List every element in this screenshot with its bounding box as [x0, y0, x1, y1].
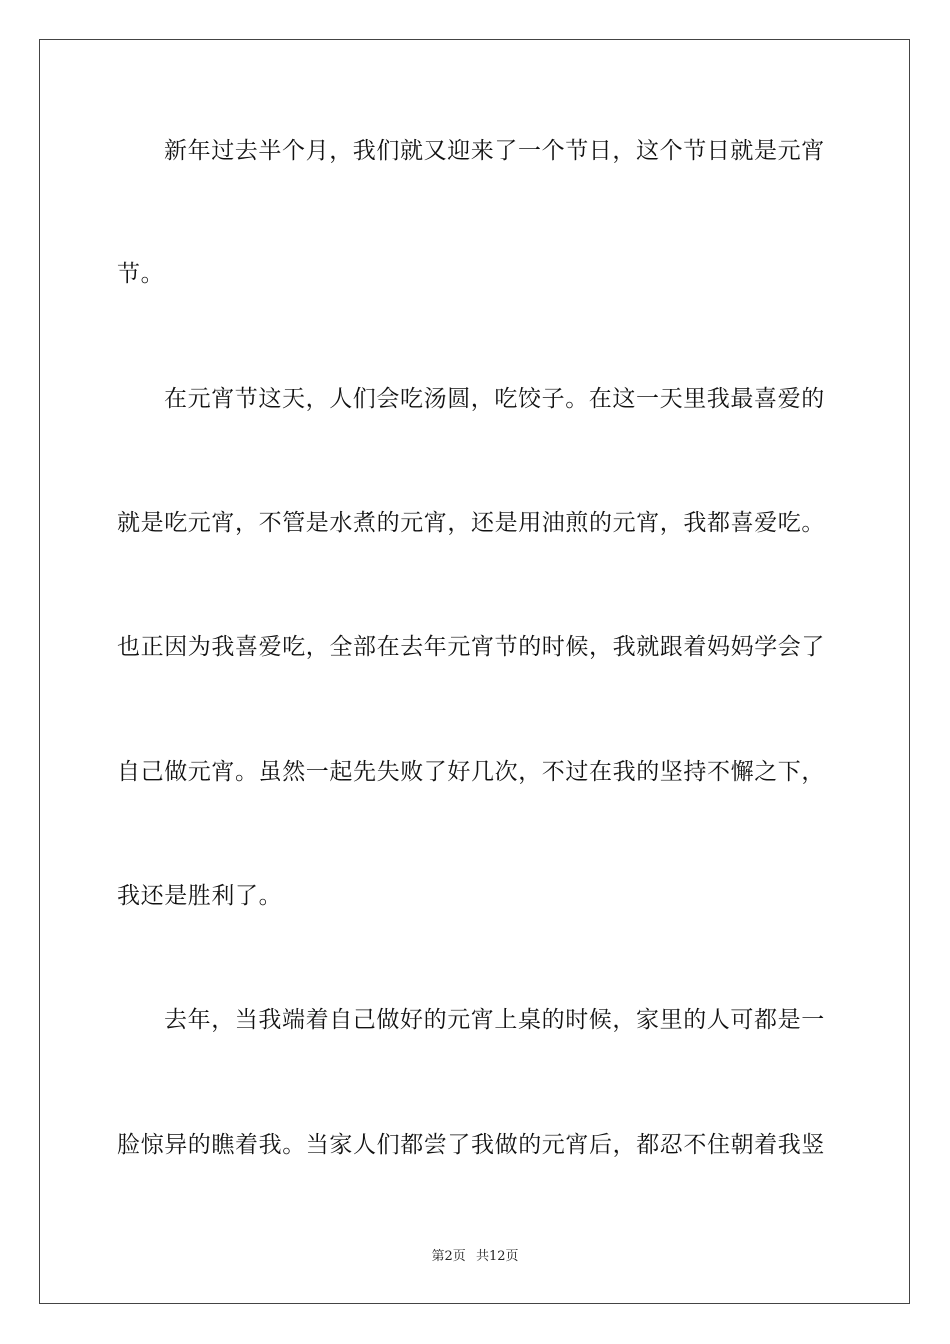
- page-number: 第2页: [431, 1249, 466, 1264]
- paragraph-line: 我还是胜利了。: [117, 883, 283, 909]
- paragraph-line: 也正因为我喜爱吃，全部在去年元宵节的时候，我就跟着妈妈学会了: [117, 634, 825, 660]
- page-footer: [0, 1248, 950, 1266]
- paragraph-line: 新年过去半个月，我们就又迎来了一个节日，这个节日就是元宵: [164, 138, 825, 164]
- paragraph-line: 自己做元宵。虽然一起先失败了好几次，不过在我的坚持不懈之下，: [117, 759, 825, 785]
- paragraph-line: 就是吃元宵，不管是水煮的元宵，还是用油煎的元宵，我都喜爱吃。: [117, 510, 825, 536]
- page-total: 共12页: [475, 1249, 519, 1264]
- page-border: [39, 39, 910, 1304]
- paragraph-line: 节。: [117, 261, 165, 287]
- paragraph-line: 去年，当我端着自己做好的元宵上桌的时候，家里的人可都是一: [164, 1007, 825, 1033]
- paragraph-line: 脸惊异的瞧着我。当家人们都尝了我做的元宵后，都忍不住朝着我竖: [117, 1132, 825, 1158]
- paragraph-line: 在元宵节这天，人们会吃汤圆，吃饺子。在这一天里我最喜爱的: [164, 386, 825, 412]
